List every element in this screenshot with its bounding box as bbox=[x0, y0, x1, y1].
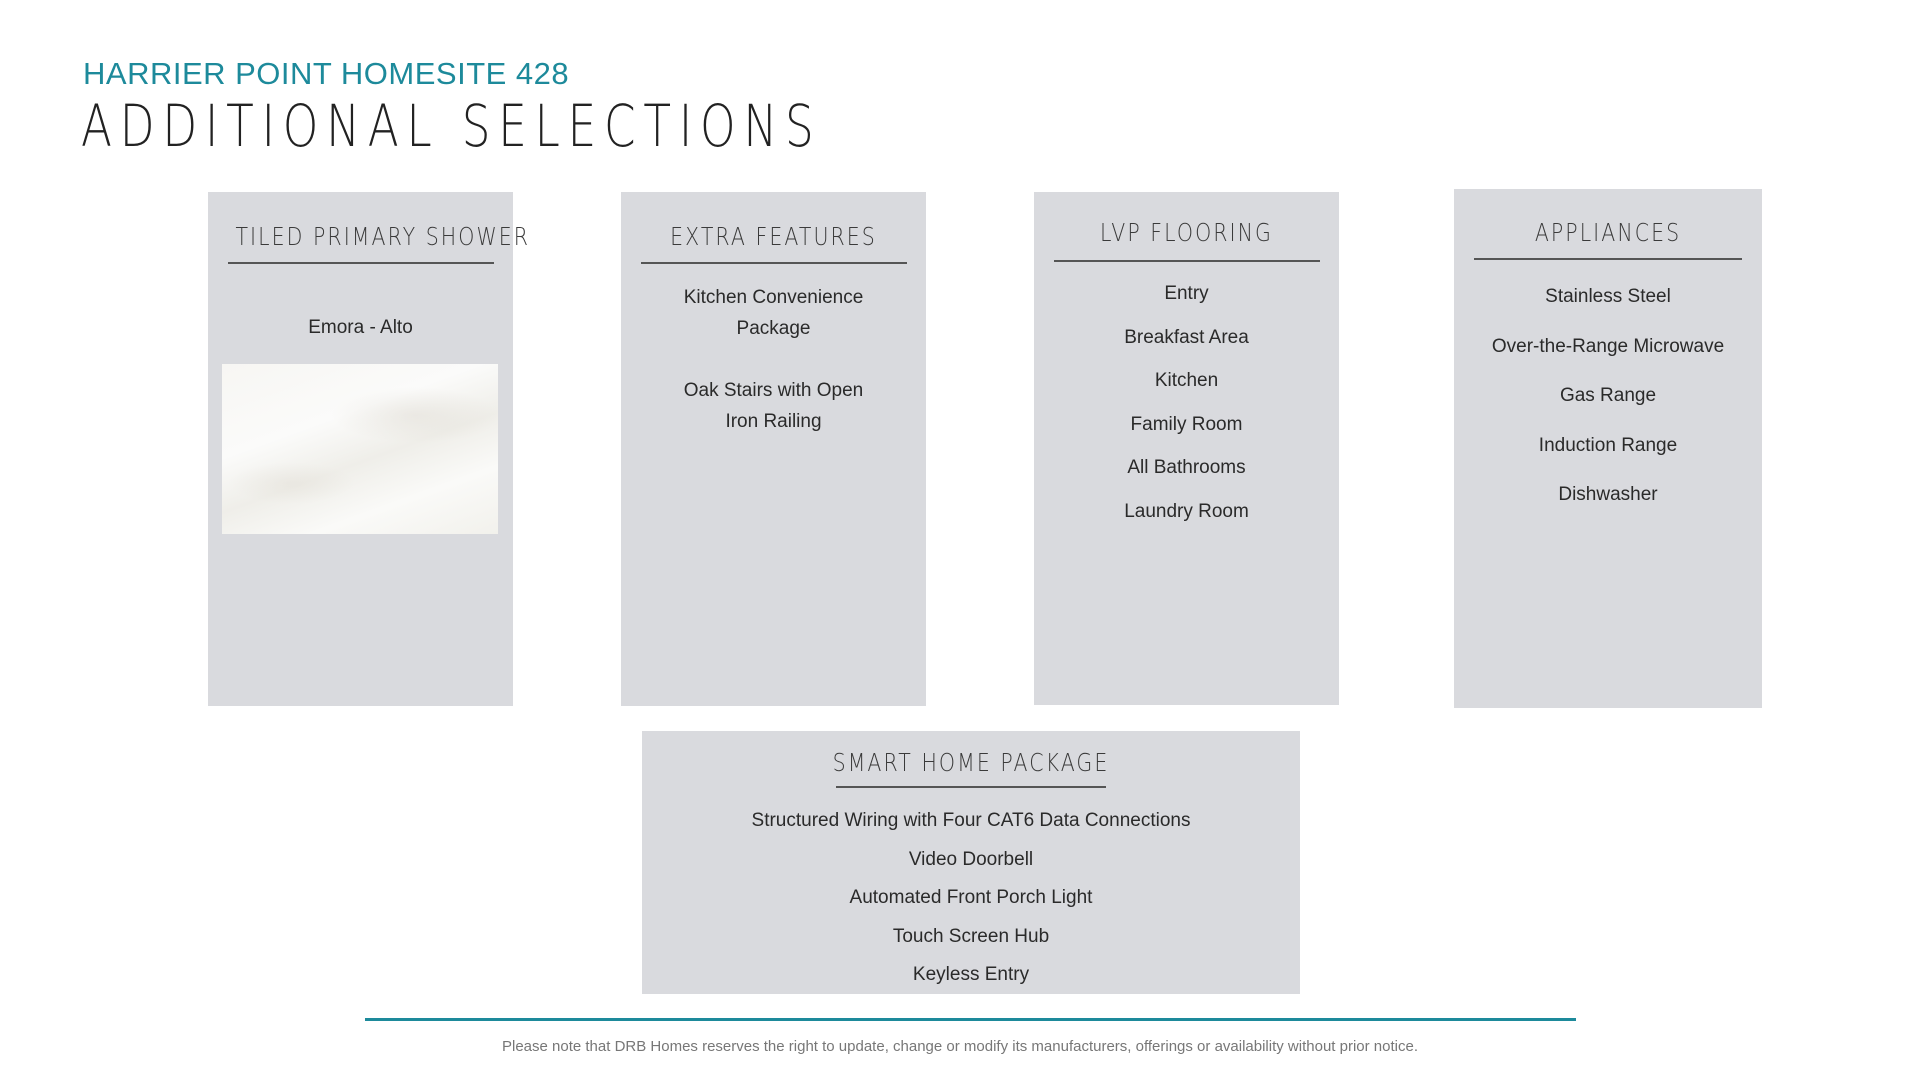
card-items bbox=[1454, 272, 1762, 520]
list-item: Stainless Steel bbox=[1545, 286, 1671, 307]
card-items bbox=[1034, 272, 1339, 533]
card-divider bbox=[228, 262, 494, 264]
list-item: Touch Screen Hub bbox=[892, 925, 1050, 947]
card-items bbox=[208, 312, 513, 343]
card-heading: SMART HOME PACKAGE bbox=[832, 748, 1110, 777]
card-divider bbox=[641, 262, 907, 264]
list-item: Oak Stairs with Open Iron Railing bbox=[683, 380, 864, 432]
list-item: Automated Front Porch Light bbox=[849, 887, 1093, 908]
footer-disclaimer: Please note that DRB Homes reserves the right to update, change or modify its manufacturers, offerings or availability without prior notice. bbox=[501, 1038, 1418, 1055]
list-item: Video Doorbell bbox=[908, 848, 1034, 870]
tile-swatch-image bbox=[222, 364, 498, 534]
card-heading: APPLIANCES bbox=[1534, 218, 1682, 247]
card-appliances bbox=[1454, 189, 1762, 708]
list-item: Dishwasher bbox=[1558, 484, 1658, 505]
list-item: Induction Range bbox=[1538, 434, 1678, 456]
list-item: Laundry Room bbox=[1124, 500, 1249, 522]
list-item: Keyless Entry bbox=[912, 964, 1030, 985]
homesite-subtitle: HARRIER POINT HOMESITE 428 bbox=[83, 56, 570, 91]
card-heading: EXTRA FEATURES bbox=[670, 222, 877, 251]
footer-divider bbox=[365, 1018, 1576, 1021]
list-item: Structured Wiring with Four CAT6 Data Connections bbox=[751, 810, 1191, 831]
list-item: Over-the-Range Microwave bbox=[1491, 335, 1725, 357]
card-items bbox=[642, 802, 1300, 995]
card-tiled-primary-shower bbox=[208, 192, 531, 706]
page-title: ADDITIONAL SELECTIONS bbox=[81, 92, 822, 160]
list-item: Kitchen bbox=[1154, 370, 1219, 391]
card-extra-features bbox=[621, 192, 926, 706]
list-item: Gas Range bbox=[1559, 385, 1657, 406]
card-smart-home-package bbox=[642, 731, 1300, 994]
card-heading: TILED PRIMARY SHOWER bbox=[235, 222, 531, 251]
card-divider bbox=[1054, 260, 1320, 262]
list-item: Entry bbox=[1164, 283, 1209, 304]
list-item: Family Room bbox=[1130, 413, 1243, 435]
card-divider bbox=[1474, 258, 1742, 260]
list-item: Kitchen Convenience Package bbox=[683, 287, 864, 339]
list-item: Breakfast Area bbox=[1124, 326, 1249, 348]
list-item: All Bathrooms bbox=[1127, 457, 1246, 478]
card-lvp-flooring bbox=[1034, 192, 1339, 705]
card-items bbox=[621, 282, 926, 437]
card-heading: LVP FLOORING bbox=[1100, 218, 1273, 247]
list-item: Emora - Alto bbox=[308, 317, 413, 338]
card-divider bbox=[836, 786, 1106, 788]
